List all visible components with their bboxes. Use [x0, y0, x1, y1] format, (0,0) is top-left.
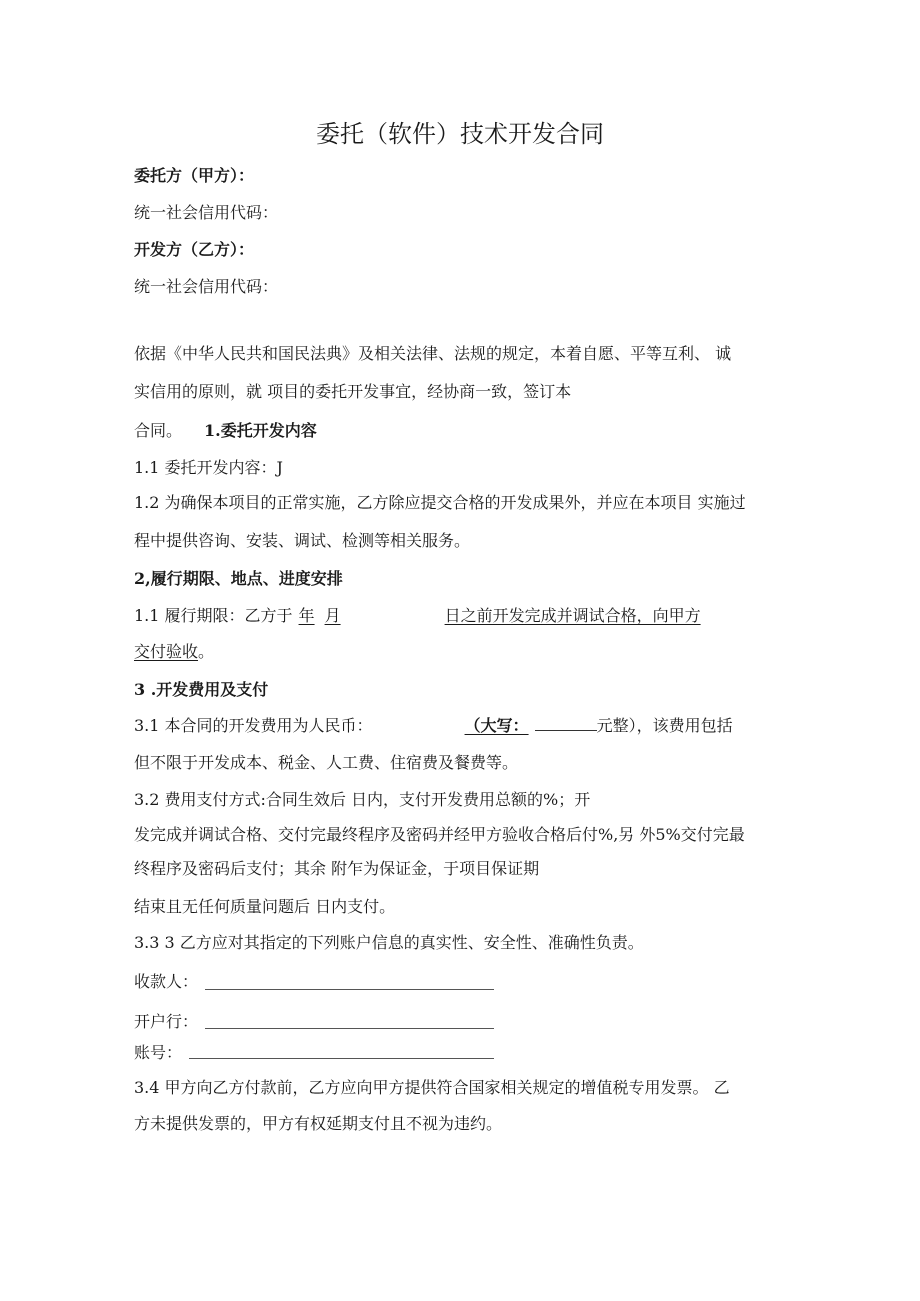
clause-2-1-delivery: 交付验收	[134, 642, 199, 661]
document-title: 委托（软件）技术开发合同	[316, 120, 604, 148]
clause-2-1-month: 月	[324, 606, 341, 625]
clause-1-1: 1.1 委托开发内容：J	[134, 458, 283, 477]
account-field-line	[189, 1058, 494, 1059]
clause-2-1-date-underline	[299, 606, 701, 625]
clause-1-2-line-1: 1.2 为确保本项目的正常实施，乙方除应提交合格的开发成果外，并应在本项目 实施过	[134, 493, 746, 512]
payee-label: 收款人：	[134, 972, 199, 991]
clause-3-4-line-1: 3.4 甲方向乙方付款前，乙方应向甲方提供符合国家相关规定的增值税专用发票。 乙	[134, 1078, 730, 1097]
section-2-heading: 2,履行期限、地点、进度安排	[134, 569, 343, 588]
clause-3-1-amount-blank	[535, 716, 597, 731]
clause-3-2-line-1: 3.2 费用支付方式:合同生效后 日内，支付开发费用总额的%；开	[134, 790, 591, 809]
clause-2-1-period: 。	[198, 642, 215, 661]
clause-2-1-line-1	[134, 605, 701, 627]
clause-3-1-yuan-text: 元整），该费用包括	[596, 716, 733, 735]
clause-3-4-line-2: 方未提供发票的，甲方有权延期支付且不视为违约。	[134, 1114, 503, 1133]
intro-paragraph-line-2: 实信用的原则，就 项目的委托开发事宜，经协商一致，签订本	[134, 382, 572, 401]
payee-field-line	[205, 989, 494, 990]
intro-paragraph-line-1: 依据《中华人民共和国民法典》及相关法律、法规的规定，本着自愿、平等互利、 诚	[134, 344, 732, 363]
clause-3-2-line-2: 发完成并调试合格、交付完最终程序及密码并经甲方验收合格后付%,另 外5%交付完最	[134, 825, 745, 844]
clause-3-1-line-2: 但不限于开发成本、税金、人工费、住宿费及餐费等。	[134, 753, 519, 772]
clause-2-1-year: 年	[298, 606, 315, 625]
party-a-credit-code-label: 统一社会信用代码：	[134, 203, 279, 222]
intro-paragraph-end: 合同。	[134, 421, 183, 440]
clause-2-1-line-2	[134, 641, 214, 663]
intro-paragraph-line-3	[134, 420, 317, 442]
clause-1-2-line-2: 程中提供咨询、安装、调试、检测等相关服务。	[134, 531, 471, 550]
clause-3-2-line-4: 结束且无任何质量问题后 日内支付。	[134, 897, 396, 916]
clause-2-1-prefix: 1.1 履行期限：乙方于	[134, 606, 293, 625]
clause-3-2-line-3: 终程序及密码后支付；其余 附乍为保证金，于项目保证期	[134, 859, 540, 878]
clause-3-3: 3.3 3 乙方应对其指定的下列账户信息的真实性、安全性、准确性负责。	[134, 933, 644, 952]
party-a-label: 委托方（甲方）：	[134, 166, 255, 185]
section-1-heading: 1.委托开发内容	[204, 421, 317, 440]
account-label: 账号：	[134, 1043, 183, 1062]
party-b-credit-code-label: 统一社会信用代码：	[134, 277, 279, 296]
clause-3-1-capital-amount-label: （大写：	[464, 716, 529, 735]
bank-label: 开户行：	[134, 1012, 199, 1031]
bank-field-line	[205, 1028, 494, 1029]
clause-3-1-line-1	[134, 715, 733, 737]
clause-3-1-prefix: 3.1 本合同的开发费用为人民币：	[134, 716, 373, 735]
party-b-label: 开发方（乙方）：	[134, 240, 255, 259]
section-3-heading: 3 .开发费用及支付	[134, 680, 269, 699]
clause-2-1-deadline-text: 日之前开发完成并调试合格，向甲方	[444, 606, 701, 625]
